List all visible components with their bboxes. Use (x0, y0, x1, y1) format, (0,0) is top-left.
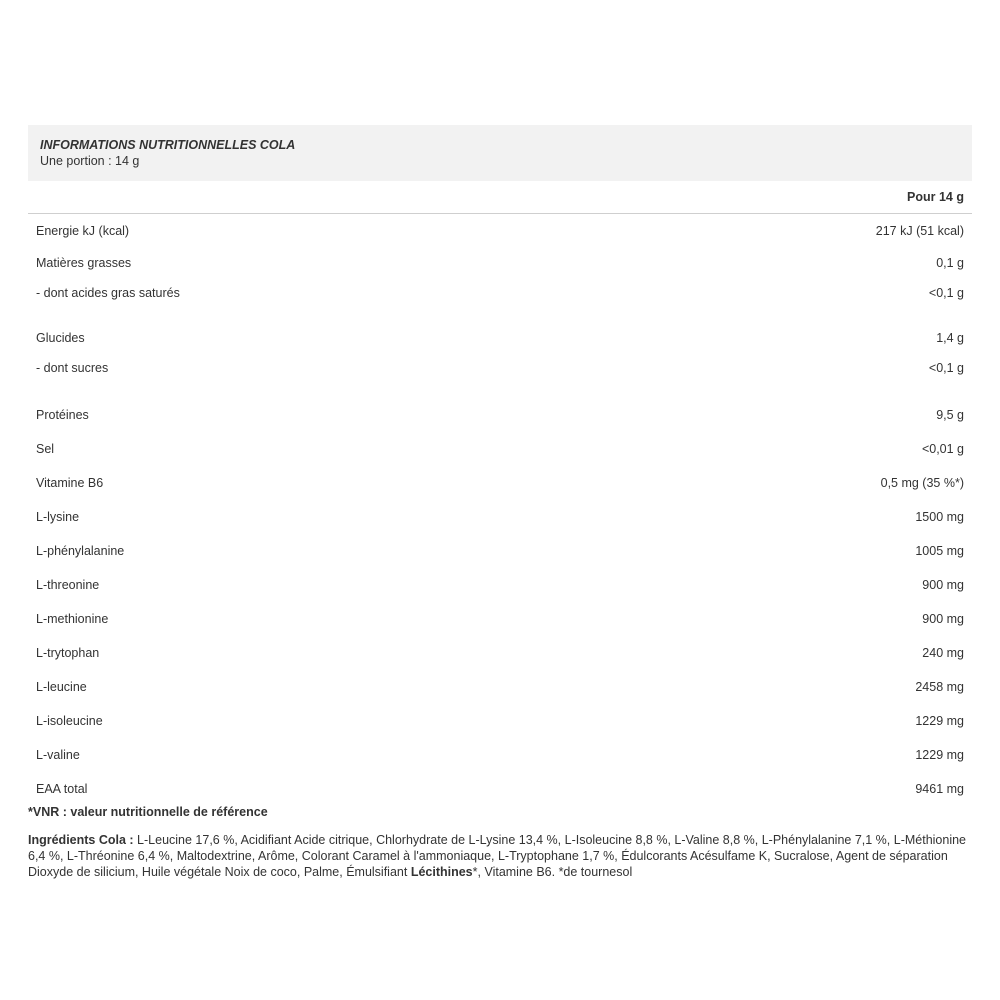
table-row (28, 278, 972, 323)
row-label: Glucides (36, 331, 85, 345)
table-row (28, 772, 972, 806)
ingredients-emphasis: Lécithines (410, 865, 473, 879)
table-row (28, 534, 972, 568)
table-row (28, 466, 972, 500)
row-value: 1229 mg (915, 714, 964, 728)
row-label: Vitamine B6 (36, 476, 104, 490)
row-label: EAA total (36, 782, 88, 796)
nutrition-panel (28, 125, 972, 806)
row-label: L-threonine (36, 578, 100, 592)
row-value: 1229 mg (915, 748, 964, 762)
row-label: L-isoleucine (36, 714, 103, 728)
table-row (28, 398, 972, 432)
row-label: L-methionine (36, 612, 109, 626)
row-value: 1,4 g (936, 331, 964, 345)
row-value: 9461 mg (915, 782, 964, 796)
table-row (28, 432, 972, 466)
table-row (28, 353, 972, 398)
ingredients-text-end: *, Vitamine B6. *de tournesol (472, 865, 633, 879)
table-row (28, 670, 972, 704)
row-value: 900 mg (922, 578, 964, 592)
row-label: Protéines (36, 408, 89, 422)
row-value: 217 kJ (51 kcal) (875, 224, 964, 238)
row-value: 900 mg (922, 612, 964, 626)
row-value: 0,1 g (936, 256, 964, 270)
row-value: 240 mg (922, 646, 964, 660)
row-label: L-lysine (36, 510, 80, 524)
ingredients-label: Ingrédients Cola : (28, 833, 134, 847)
row-value: <0,1 g (928, 361, 964, 375)
row-value: 0,5 mg (35 %*) (880, 476, 964, 490)
column-header (28, 181, 972, 214)
row-label: L-trytophan (36, 646, 100, 660)
ingredients-text: L-Leucine 17,6 %, Acidifiant Acide citrique, Chlorhydrate de L-Lysine 13,4 %, L-Isoleucine 8,8 %, L-Valine 8,8 %, L-Phénylalanine 7,1 %, L-Méthionine 6,4 %, L-Thréonine 6,4 %, Maltodextrine, Arôme, Colorant Caramel à l'ammoniaque, L-Tryptophane 1,7 %, Édulcorants Acésulfame K, Sucralose, Agent de séparation Dioxyde de silicium, Huile végétale Noix de coco, Palme, Émulsifiant (28, 833, 967, 879)
row-value: 9,5 g (936, 408, 964, 422)
table-row (28, 568, 972, 602)
ingredients-paragraph (28, 832, 972, 880)
column-header-label: Pour 14 g (907, 190, 964, 204)
nutrition-header (28, 125, 972, 181)
row-label: - dont sucres (36, 361, 109, 375)
row-label: Energie kJ (kcal) (36, 224, 130, 238)
row-label: Sel (36, 442, 55, 456)
row-value: 2458 mg (915, 680, 964, 694)
nutrition-title: INFORMATIONS NUTRITIONNELLES COLA (40, 138, 296, 152)
row-label: Matières grasses (36, 256, 132, 270)
table-row (28, 323, 972, 353)
row-value: 1005 mg (915, 544, 964, 558)
table-row (28, 248, 972, 278)
row-value: <0,01 g (921, 442, 964, 456)
row-label: L-valine (36, 748, 80, 762)
table-row (28, 738, 972, 772)
row-value: <0,1 g (928, 286, 964, 300)
portion-size: Une portion : 14 g (40, 154, 140, 168)
table-row (28, 704, 972, 738)
row-label: L-phénylalanine (36, 544, 125, 558)
table-row (28, 636, 972, 670)
row-label: L-leucine (36, 680, 87, 694)
table-row (28, 602, 972, 636)
row-value: 1500 mg (915, 510, 964, 524)
row-label: - dont acides gras saturés (36, 286, 180, 300)
table-row (28, 500, 972, 534)
table-row (28, 214, 972, 248)
vnr-footnote: *VNR : valeur nutritionnelle de référence (28, 805, 268, 819)
